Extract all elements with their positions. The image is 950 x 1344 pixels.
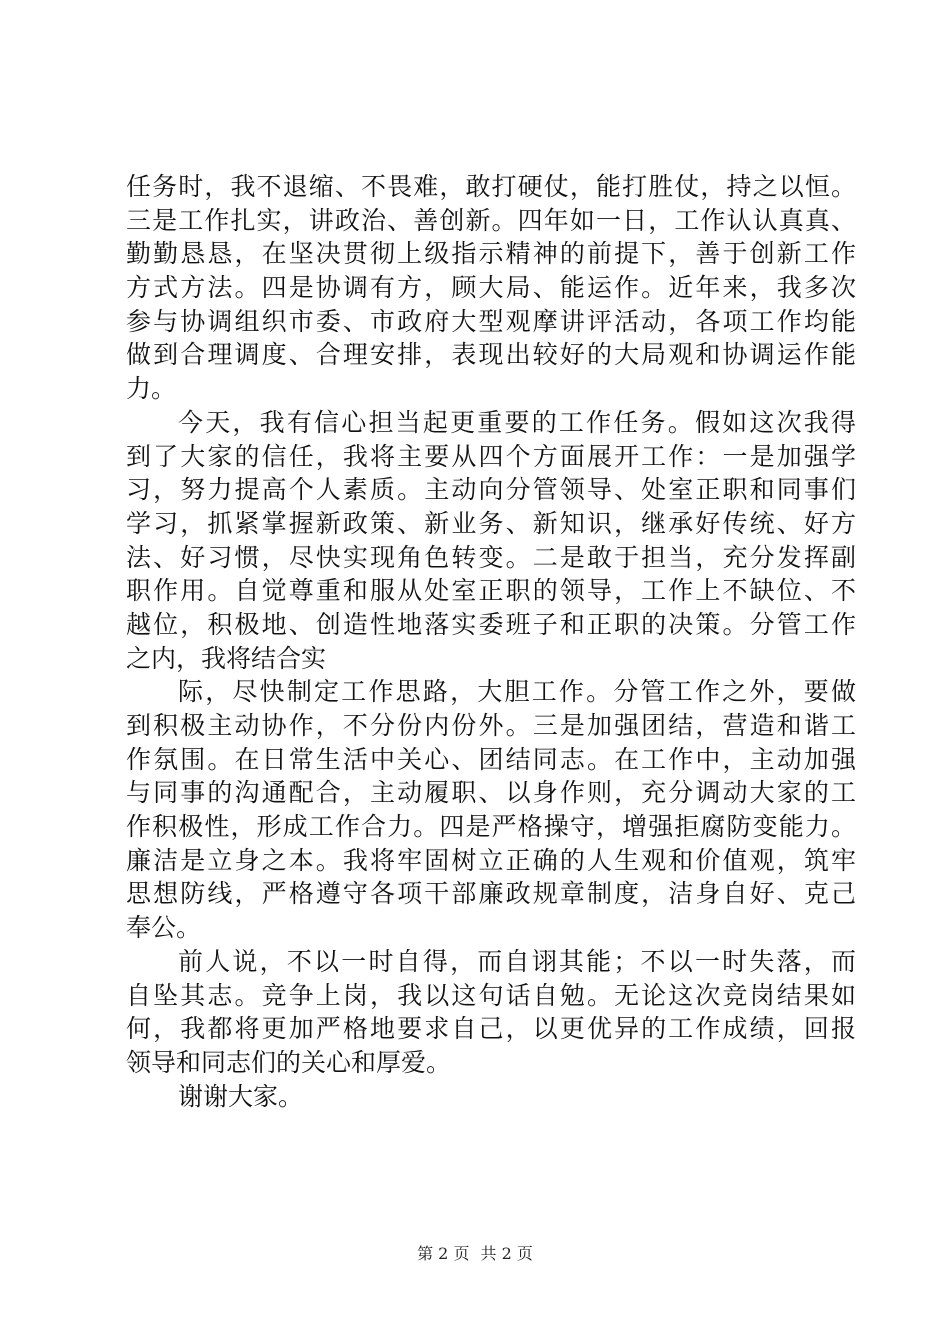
text-line: 前人说，不以一时自得，而自诩其能；不以一时失落，而 [178,946,856,976]
text-line: 何，我都将更加严格地要求自己，以更优异的工作成绩，回报 [126,1014,856,1044]
text-line: 参与协调组织市委、市政府大型观摩讲评活动，各项工作均能 [126,306,856,336]
text-line: 作氛围。在日常生活中关心、团结同志。在工作中，主动加强 [126,744,856,774]
text-line: 越位，积极地、创造性地落实委班子和正职的决策。分管工作 [126,609,856,639]
text-line: 奉公。 [126,913,202,943]
text-line: 谢谢大家。 [178,1081,304,1111]
text-line: 学习，抓紧掌握新政策、新业务、新知识，继承好传统、好方 [126,508,856,538]
document-body [126,170,856,1113]
text-line: 方式方法。四是协调有方，顾大局、能运作。近年来，我多次 [126,273,856,303]
text-line: 今天，我有信心担当起更重要的工作任务。假如这次我得 [178,407,856,437]
text-line: 自坠其志。竞争上岗，我以这句话自勉。无论这次竞岗结果如 [126,980,856,1010]
text-line: 职作用。自觉尊重和服从处室正职的领导，工作上不缺位、不 [126,576,856,606]
text-line: 之内，我将结合实 [126,643,327,673]
text-line: 力。 [126,374,177,404]
text-line: 思想防线，严格遵守各项干部廉政规章制度，洁身自好、克己 [126,879,856,909]
text-line: 作积极性，形成工作合力。四是严格操守，增强拒腐防变能力。 [126,812,856,842]
page-footer [0,1244,950,1264]
text-line: 与同事的沟通配合，主动履职、以身作则，充分调动大家的工 [126,778,856,808]
text-line: 领导和同志们的关心和厚爱。 [126,1047,452,1077]
page-total: 共 2 页 [480,1244,533,1263]
text-line: 习，努力提高个人素质。主动向分管领导、处室正职和同事们 [126,475,856,505]
text-line: 三是工作扎实，讲政治、善创新。四年如一日，工作认认真真、 [126,205,856,235]
text-line: 任务时，我不退缩、不畏难，敢打硬仗，能打胜仗，持之以恒。 [126,172,856,201]
text-line: 廉洁是立身之本。我将牢固树立正确的人生观和价值观，筑牢 [126,845,856,875]
text-line: 际，尽快制定工作思路，大胆工作。分管工作之外，要做 [178,677,856,707]
text-line: 做到合理调度、合理安排，表现出较好的大局观和协调运作能 [126,340,856,370]
text-line: 到了大家的信任，我将主要从四个方面展开工作：一是加强学 [126,441,856,471]
text-line: 法、好习惯，尽快实现角色转变。二是敢于担当，充分发挥副 [126,542,856,572]
text-line: 到积极主动协作，不分份内份外。三是加强团结，营造和谐工 [126,711,856,740]
page-number: 第 2 页 [417,1244,470,1263]
text-line: 勤勤恳恳，在坚决贯彻上级指示精神的前提下，善于创新工作 [126,239,856,269]
